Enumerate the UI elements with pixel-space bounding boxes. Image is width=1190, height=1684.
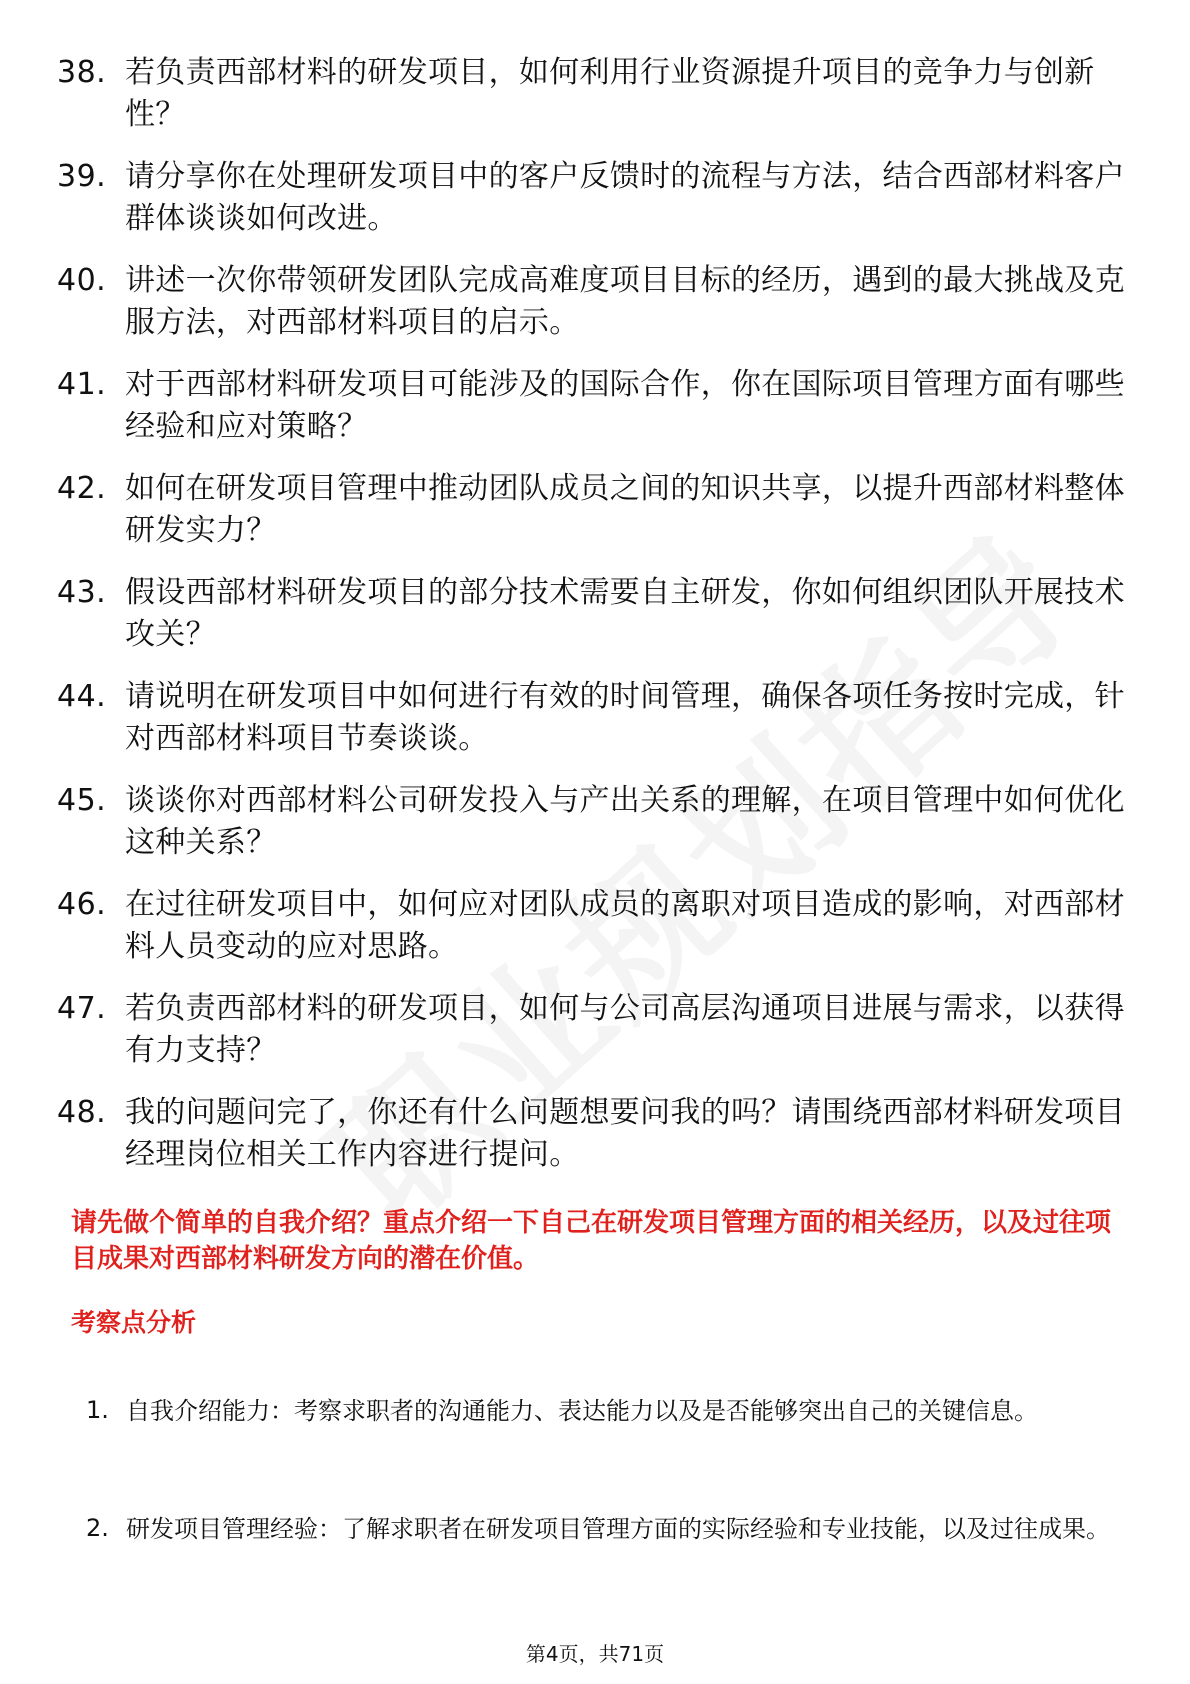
question-item	[57, 676, 1137, 780]
question-text: 谈谈你对西部材料公司研发投入与产出关系的理解，在项目管理中如何优化这种关系？	[125, 783, 1125, 860]
question-number: 42.	[57, 471, 107, 506]
analysis-text: 自我介绍能力：考察求职者的沟通能力、表达能力以及是否能够突出自己的关键信息。	[126, 1397, 1038, 1425]
question-number: 45.	[57, 783, 107, 818]
question-number: 47.	[57, 991, 107, 1026]
question-item	[57, 988, 1137, 1092]
question-text: 我的问题问完了，你还有什么问题想要问我的吗？请围绕西部材料研发项目经理岗位相关工作内容进行提问。	[125, 1095, 1125, 1172]
question-number: 48.	[57, 1095, 107, 1130]
question-item	[57, 364, 1137, 468]
question-number: 41.	[57, 367, 107, 402]
question-number: 39.	[57, 159, 107, 194]
analysis-number: 2.	[86, 1514, 109, 1542]
analysis-item	[86, 1504, 1136, 1622]
question-number: 40.	[57, 263, 107, 298]
question-text: 请分享你在处理研发项目中的客户反馈时的流程与方法，结合西部材料客户群体谈谈如何改进。	[125, 159, 1125, 236]
analysis-text: 研发项目管理经验：了解求职者在研发项目管理方面的实际经验和专业技能，以及过往成果。	[126, 1515, 1110, 1543]
question-number: 38.	[57, 55, 107, 90]
question-item	[57, 1092, 1137, 1196]
question-text: 若负责西部材料的研发项目，如何与公司高层沟通项目进展与需求，以获得有力支持？	[125, 991, 1125, 1068]
question-text: 讲述一次你带领研发团队完成高难度项目目标的经历，遇到的最大挑战及克服方法，对西部材料项目的启示。	[125, 263, 1125, 340]
analysis-heading: 考察点分析	[71, 1308, 197, 1337]
question-item	[57, 260, 1137, 364]
analysis-list	[86, 1386, 1136, 1622]
highlight-question: 请先做个简单的自我介绍？重点介绍一下自己在研发项目管理方面的相关经历，以及过往项目成果对西部材料研发方向的潜在价值。	[71, 1208, 1112, 1274]
question-number: 46.	[57, 887, 107, 922]
page-footer: 第4页，共71页	[525, 1642, 665, 1666]
question-item	[57, 780, 1137, 884]
question-text: 如何在研发项目管理中推动团队成员之间的知识共享，以提升西部材料整体研发实力？	[125, 471, 1125, 548]
question-number: 43.	[57, 575, 107, 610]
question-number: 44.	[57, 679, 107, 714]
question-text: 在过往研发项目中，如何应对团队成员的离职对项目造成的影响，对西部材料人员变动的应对思路。	[125, 887, 1125, 964]
analysis-number: 1.	[86, 1396, 109, 1424]
question-item	[57, 572, 1137, 676]
question-item	[57, 156, 1137, 260]
question-item	[57, 468, 1137, 572]
question-item	[57, 52, 1137, 156]
question-text: 对于西部材料研发项目可能涉及的国际合作，你在国际项目管理方面有哪些经验和应对策略？	[125, 367, 1125, 444]
question-text: 请说明在研发项目中如何进行有效的时间管理，确保各项任务按时完成，针对西部材料项目节奏谈谈。	[125, 679, 1125, 756]
question-item	[57, 884, 1137, 988]
question-list	[57, 52, 1137, 1196]
question-text: 假设西部材料研发项目的部分技术需要自主研发，你如何组织团队开展技术攻关？	[125, 575, 1125, 652]
analysis-item	[86, 1386, 1136, 1504]
question-text: 若负责西部材料的研发项目，如何利用行业资源提升项目的竞争力与创新性？	[125, 55, 1095, 132]
